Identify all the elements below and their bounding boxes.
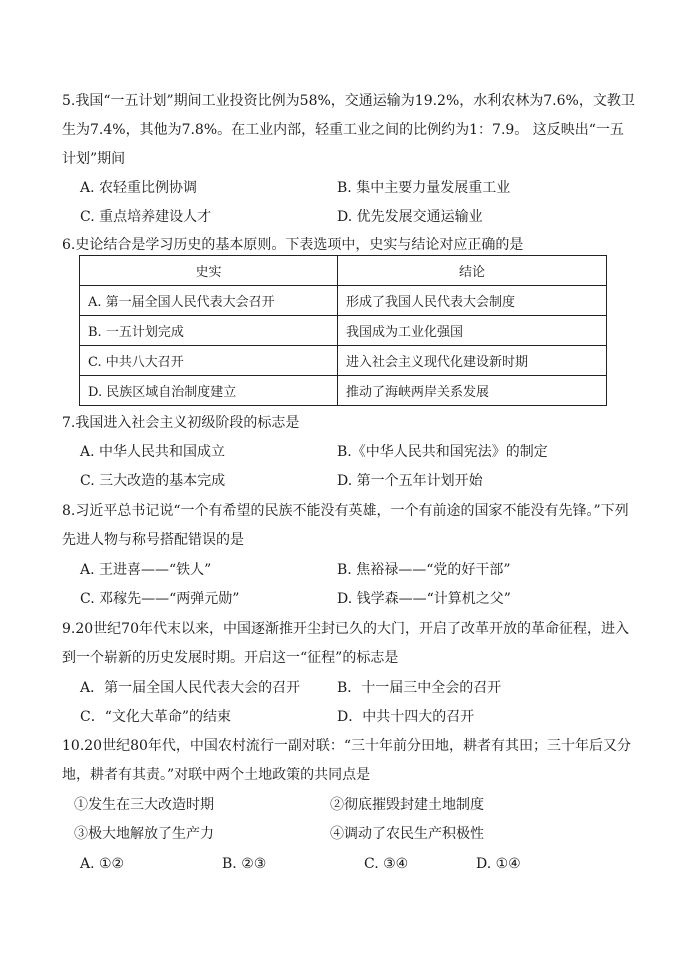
q8-stem-line1: 8.习近平总书记说“一个有希望的民族不能没有英雄，一个有前途的国家不能没有先锋。”下列 xyxy=(62,503,629,519)
q7-stem: 7.我国进入社会主义初级阶段的标志是 xyxy=(62,415,300,431)
q5-stem-line3: 计划”期间 xyxy=(62,151,126,167)
q8-option-a: A. 王进喜——“铁人” xyxy=(80,562,212,578)
q5-stem-line1: 5.我国“一五计划”期间工业投资比例为58%，交通运输为19.2%，水利农林为7.6%，文教卫 xyxy=(62,93,635,109)
q7-option-d: D. 第一个五年计划开始 xyxy=(337,473,483,489)
q8-option-c: C. 邓稼先——“两弹元勋” xyxy=(80,591,240,607)
q5-option-d: D. 优先发展交通运输业 xyxy=(337,209,483,225)
q10-option-b: B. ②③ xyxy=(222,856,267,872)
q7-option-b: B.《中华人民共和国宪法》的制定 xyxy=(337,444,548,460)
q7-option-c: C. 三大改造的基本完成 xyxy=(80,473,226,489)
table-cell-conclusion: 进入社会主义现代化建设新时期 xyxy=(338,346,607,376)
q5-option-a: A. 农轻重比例协调 xyxy=(80,180,198,196)
table-row xyxy=(80,316,607,346)
table-cell-fact: A. 第一届全国人民代表大会召开 xyxy=(80,286,338,316)
q9-option-b: B．十一届三中全会的召开 xyxy=(337,680,502,696)
q10-option-d: D. ①④ xyxy=(476,856,521,872)
q5-stem-line2: 生为7.4%，其他为7.8%。在工业内部，轻重工业之间的比例约为1：7.9。 这反映出“一五 xyxy=(62,122,624,138)
table-cell-conclusion: 推动了海峡两岸关系发展 xyxy=(338,376,607,406)
q10-option-c: C. ③④ xyxy=(364,856,409,872)
table-cell-conclusion: 我国成为工业化强国 xyxy=(338,316,607,346)
q8-option-d: D. 钱学森——“计算机之父” xyxy=(337,591,511,607)
q8-option-b: B. 焦裕禄——“党的好干部” xyxy=(337,562,511,578)
table-cell-conclusion: 形成了我国人民代表大会制度 xyxy=(338,286,607,316)
q10-statement-1: ①发生在三大改造时期 xyxy=(74,797,214,813)
q10-statement-3: ③极大地解放了生产力 xyxy=(74,826,214,842)
q6-stem: 6.史论结合是学习历史的基本原则。下表选项中，史实与结论对应正确的是 xyxy=(62,237,524,253)
table-header-conclusion: 结论 xyxy=(338,256,607,286)
table-cell-fact: C. 中共八大召开 xyxy=(80,346,338,376)
q10-stem-line2: 地，耕者有其责。”对联中两个土地政策的共同点是 xyxy=(62,767,371,783)
q5-option-c: C. 重点培养建设人才 xyxy=(80,209,212,225)
q7-option-a: A. 中华人民共和国成立 xyxy=(80,444,226,460)
q10-stem-line1: 10.20世纪80年代，中国农村流行一副对联：“三十年前分田地，耕者有其田；三十年后又分 xyxy=(62,738,632,754)
history-conclusion-table xyxy=(79,255,607,406)
table-cell-fact: D. 民族区域自治制度建立 xyxy=(80,376,338,406)
table-header-row xyxy=(80,256,607,286)
q10-statement-2: ②彻底摧毁封建土地制度 xyxy=(330,797,484,813)
q9-option-c: C．“文化大革命”的结束 xyxy=(80,709,232,725)
table-cell-fact: B. 一五计划完成 xyxy=(80,316,338,346)
q8-stem-line2: 先进人物与称号搭配错误的是 xyxy=(62,532,244,548)
q9-option-a: A．第一届全国人民代表大会的召开 xyxy=(80,680,301,696)
table-row xyxy=(80,376,607,406)
table-row xyxy=(80,346,607,376)
q10-statement-4: ④调动了农民生产积极性 xyxy=(330,826,484,842)
table-header-fact: 史实 xyxy=(80,256,338,286)
q10-option-a: A. ①② xyxy=(80,856,125,872)
q9-option-d: D．中共十四大的召开 xyxy=(337,709,475,725)
q9-stem-line1: 9.20世纪70年代末以来，中国逐渐推开尘封已久的大门，开启了改革开放的革命征程，进入 xyxy=(62,621,629,637)
table-row xyxy=(80,286,607,316)
q9-stem-line2: 到一个崭新的历史发展时期。开启这一“征程”的标志是 xyxy=(62,650,399,666)
q5-option-b: B. 集中主要力量发展重工业 xyxy=(337,180,511,196)
